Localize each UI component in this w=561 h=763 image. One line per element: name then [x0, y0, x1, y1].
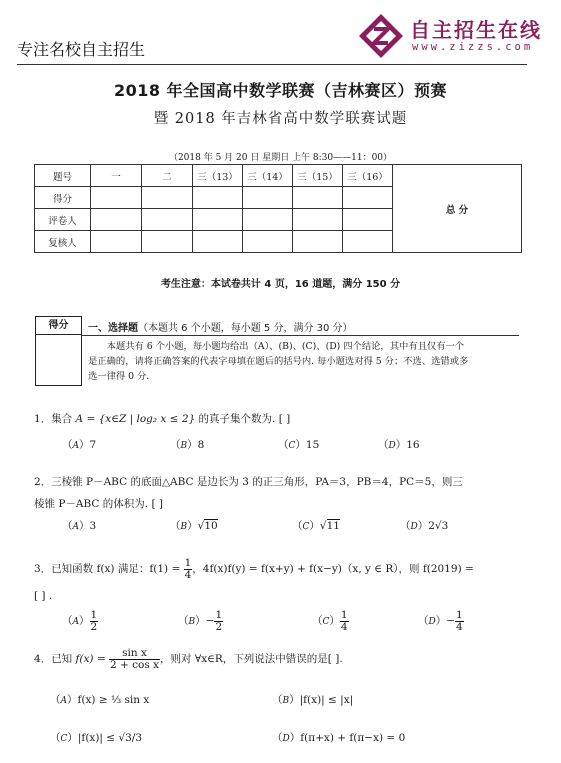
score-cell	[91, 231, 142, 253]
instruction-line: 选一律得 0 分.	[88, 371, 150, 382]
score-cell	[243, 231, 293, 253]
score-cell	[193, 209, 243, 231]
question-math: f(x) =	[75, 653, 106, 665]
option-d: （D）− $\frac{1}{4}$	[418, 609, 463, 633]
option-c: （C）|f(x)| ≤ √3/3	[50, 732, 143, 744]
section-divider	[82, 335, 519, 336]
header-left-text: 专注名校自主招生	[17, 40, 146, 59]
score-cell	[293, 209, 343, 231]
option-a: （A）f(x) ≥ ⅓ sin x	[50, 694, 150, 706]
option-d: （D）2√3	[400, 520, 449, 532]
column-header: 三（15）	[293, 165, 343, 187]
page-title: 2018 年全国高中数学联赛（吉林赛区）预赛	[113, 81, 448, 100]
option-b: （B）|f(x)| ≤ |x|	[272, 694, 354, 706]
column-header: 三（13）	[193, 165, 243, 187]
score-cell	[142, 187, 193, 209]
question-text: ，4f(x)f(y) = f(x+y) + f(x−y)（x, y ∈ R），则 f(2019) =	[192, 563, 474, 575]
section-title-note: （本题共 6 个小题，每小题 5 分，满分 30 分）	[138, 323, 353, 334]
question-2-line-2: 棱锥 P－ABC 的体积为. [ ]	[34, 498, 163, 510]
score-cell	[142, 231, 193, 253]
question-number: 3．	[34, 563, 52, 575]
question-text: 三棱锥 P－ABC 的底面△ABC 是边长为 3 的正三角形，PA＝3，PB＝4，PC＝5，则三	[51, 476, 463, 488]
option-c: （C）√11	[292, 520, 340, 532]
question-4	[34, 648, 343, 670]
section-score-box	[35, 316, 82, 386]
fraction: $\frac{\text{sin x}}{\text{2 + cos x}}$	[110, 647, 160, 671]
column-header: 三（16）	[343, 165, 393, 187]
header-divider	[17, 64, 527, 65]
column-header: 一	[91, 165, 142, 187]
logo-url: www.zizzs.com	[412, 41, 534, 53]
score-cell	[91, 209, 142, 231]
section-title-main: 一、选择题	[88, 323, 138, 334]
score-cell	[343, 231, 393, 253]
score-cell	[193, 187, 243, 209]
score-cell	[343, 209, 393, 231]
row-label: 题号	[35, 165, 91, 187]
score-cell	[193, 231, 243, 253]
score-cell	[343, 187, 393, 209]
total-score-cell: 总 分	[393, 165, 522, 253]
question-number: 1．	[34, 413, 52, 425]
option-b: （B）8	[170, 439, 205, 451]
option-b: （B）√10	[170, 520, 218, 532]
score-table	[34, 164, 522, 253]
score-cell	[142, 209, 193, 231]
option-a: （A）7	[62, 439, 97, 451]
question-math: A = {x∈Z | log₂ x ≤ 2}	[75, 413, 196, 425]
score-box-label: 得分	[36, 317, 81, 335]
question-text: 已知函数 f(x) 满足：f(1) =	[51, 563, 181, 575]
score-cell	[91, 187, 142, 209]
question-1	[34, 411, 290, 426]
question-text: 的真子集个数为. [ ]	[198, 413, 291, 425]
fraction: $\frac{1}{4}$	[184, 557, 192, 581]
question-2	[34, 474, 463, 489]
score-cell	[243, 209, 293, 231]
question-text: ，则对 ∀x∈R，下列说法中错误的是[ ].	[160, 653, 343, 665]
option-d: （D）16	[378, 439, 420, 451]
question-number: 2．	[34, 476, 52, 488]
section-instructions	[88, 339, 518, 384]
option-d: （D）f(π+x) + f(π−x) = 0	[272, 732, 406, 744]
row-label: 得分	[35, 187, 91, 209]
row-label: 复核人	[35, 231, 91, 253]
score-cell	[243, 187, 293, 209]
zizzs-logo-icon	[357, 12, 405, 60]
section-title	[88, 319, 353, 334]
option-c: （C）15	[278, 439, 320, 451]
question-text: 集合	[51, 413, 73, 425]
question-3	[34, 558, 474, 580]
option-a: （A）3	[62, 520, 97, 532]
page-subtitle: 暨 2018 年吉林省高中数学联赛试题	[153, 111, 408, 127]
exam-notice: 考生注意：本试卷共计 4 页，16 道题，满分 150 分	[160, 279, 401, 290]
option-a: （A） $\frac{1}{2}$	[62, 609, 98, 633]
question-number: 4．	[34, 653, 52, 665]
option-b: （B）− $\frac{1}{2}$	[178, 609, 223, 633]
score-cell	[293, 187, 343, 209]
option-c: （C） $\frac{1}{4}$	[312, 609, 348, 633]
row-label: 评卷人	[35, 209, 91, 231]
question-text: 已知	[51, 653, 73, 665]
instruction-line: 本题共有 6 个小题，每小题均给出（A）、(B)、(C)、(D) 四个结论，其中有且仅有一个	[106, 341, 465, 352]
exam-date: （2018 年 5 月 20 日 星期日 上午 8:30——11：00）	[168, 153, 393, 163]
logo-name: 自主招生在线	[410, 18, 542, 42]
instruction-line: 是正确的，请将正确答案的代表字母填在题后的括号内. 每小题选对得 5 分；不选、选错或多	[88, 356, 469, 367]
column-header: 三（14）	[243, 165, 293, 187]
question-3-line-2: [ ] .	[34, 590, 53, 602]
column-header: 二	[142, 165, 193, 187]
score-cell	[293, 231, 343, 253]
